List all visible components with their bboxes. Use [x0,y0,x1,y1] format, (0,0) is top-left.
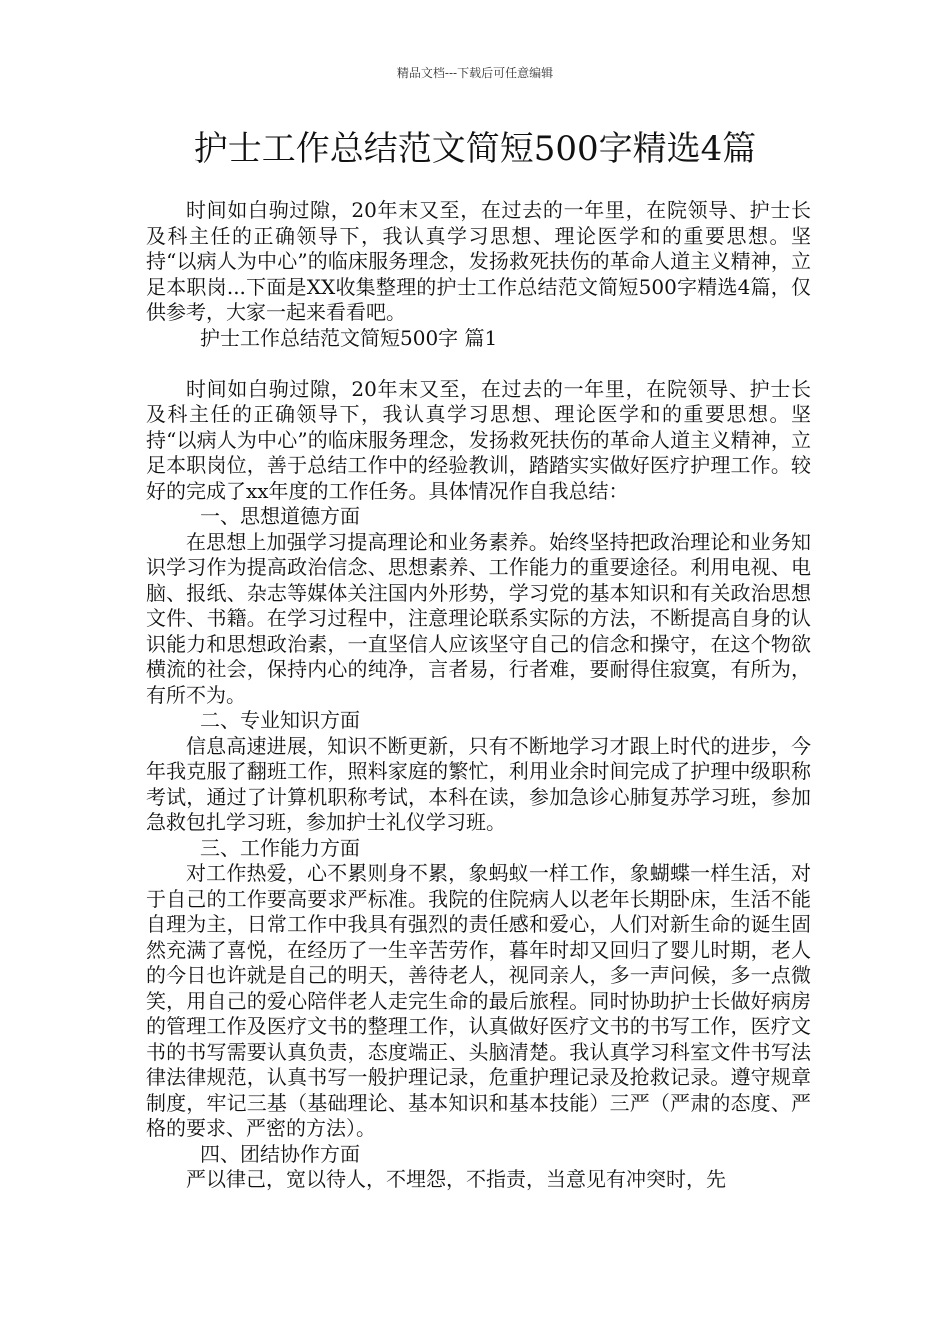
article-heading: 护士工作总结范文简短500字 篇1 [200,325,498,350]
article-intro-paragraph: 时间如白驹过隙，20年末又至，在过去的一年里，在院领导、护士长及科主任的正确领导下，我认真学习思想、理论医学和的重要思想。坚持“以病人为中心”的临床服务理念，发扬救死扶伤的革命人道主义精神，立足本职岗位，善于总结工作中的经验教训，踏踏实实做好医疗护理工作。较好的完成了xx年度的工作任务。具体情况作自我总结： [146,376,811,503]
section-paragraph-1: 在思想上加强学习提高理论和业务素养。始终坚持把政治理论和业务知识学习作为提高政治信念、思想素养、工作能力的重要途径。利用电视、电脑、报纸、杂志等媒体关注国内外形势，学习党的基本知识和有关政治思想文件、书籍。在学习过程中，注意理论联系实际的方法，不断提高自身的认识能力和思想政治素，一直坚信人应该坚守自己的信念和操守，在这个物欲横流的社会，保持内心的纯净，言者易，行者难，要耐得住寂寞，有所为，有所不为。 [146,529,811,707]
document-title: 护士工作总结范文简短500字精选4篇 [193,129,757,169]
section-heading-2: 二、专业知识方面 [200,708,360,732]
section-paragraph-4: 严以律己，宽以待人，不埋怨，不指责，当意见有冲突时，先 [186,1167,726,1191]
blank-line [146,351,811,377]
section-heading-3: 三、工作能力方面 [200,835,360,860]
section-heading-4: 四、团结协作方面 [200,1141,360,1166]
document-body [146,198,811,1193]
section-heading-1: 一、思想道德方面 [200,504,360,528]
header-note: 精品文档---下载后可任意编辑 [396,66,554,80]
section-paragraph-2: 信息高速进展，知识不断更新，只有不断地学习才跟上时代的进步，今年我克服了翻班工作，照料家庭的繁忙，利用业余时间完成了护理中级职称考试，通过了计算机职称考试，本科在读，参加急诊心肺复苏学习班，参加急救包扎学习班，参加护士礼仪学习班。 [146,733,811,834]
section-paragraph-3: 对工作热爱，心不累则身不累，象蚂蚁一样工作，象蝴蝶一样生活，对于自己的工作要高要求严标准。我院的住院病人以老年长期卧床，生活不能自理为主，日常工作中我具有强烈的责任感和爱心，人们对新生命的诞生固然充满了喜悦，在经历了一生辛苦劳作，暮年时却又回归了婴儿时期，老人的今日也许就是自己的明天，善待老人，视同亲人，多一声问候，多一点微笑，用自己的爱心陪伴老人走完生命的最后旅程。同时协助护士长做好病房的管理工作及医疗文书的整理工作，认真做好医疗文书的书写工作，医疗文书的书写需要认真负责，态度端正、头脑清楚。我认真学习科室文件书写法律法律规范，认真书写一般护理记录，危重护理记录及抢救记录。遵守规章制度，牢记三基（基础理论、基本知识和基本技能）三严（严肃的态度、严格的要求、严密的方法）。 [146,861,811,1140]
intro-paragraph: 时间如白驹过隙，20年末又至，在过去的一年里，在院领导、护士长及科主任的正确领导下，我认真学习思想、理论医学和的重要思想。坚持“以病人为中心”的临床服务理念，发扬救死扶伤的革命人道主义精神，立足本职岗...下面是XX收集整理的护士工作总结范文简短500字精选4篇，仅供参考，大家一起来看看吧。 [146,198,811,324]
